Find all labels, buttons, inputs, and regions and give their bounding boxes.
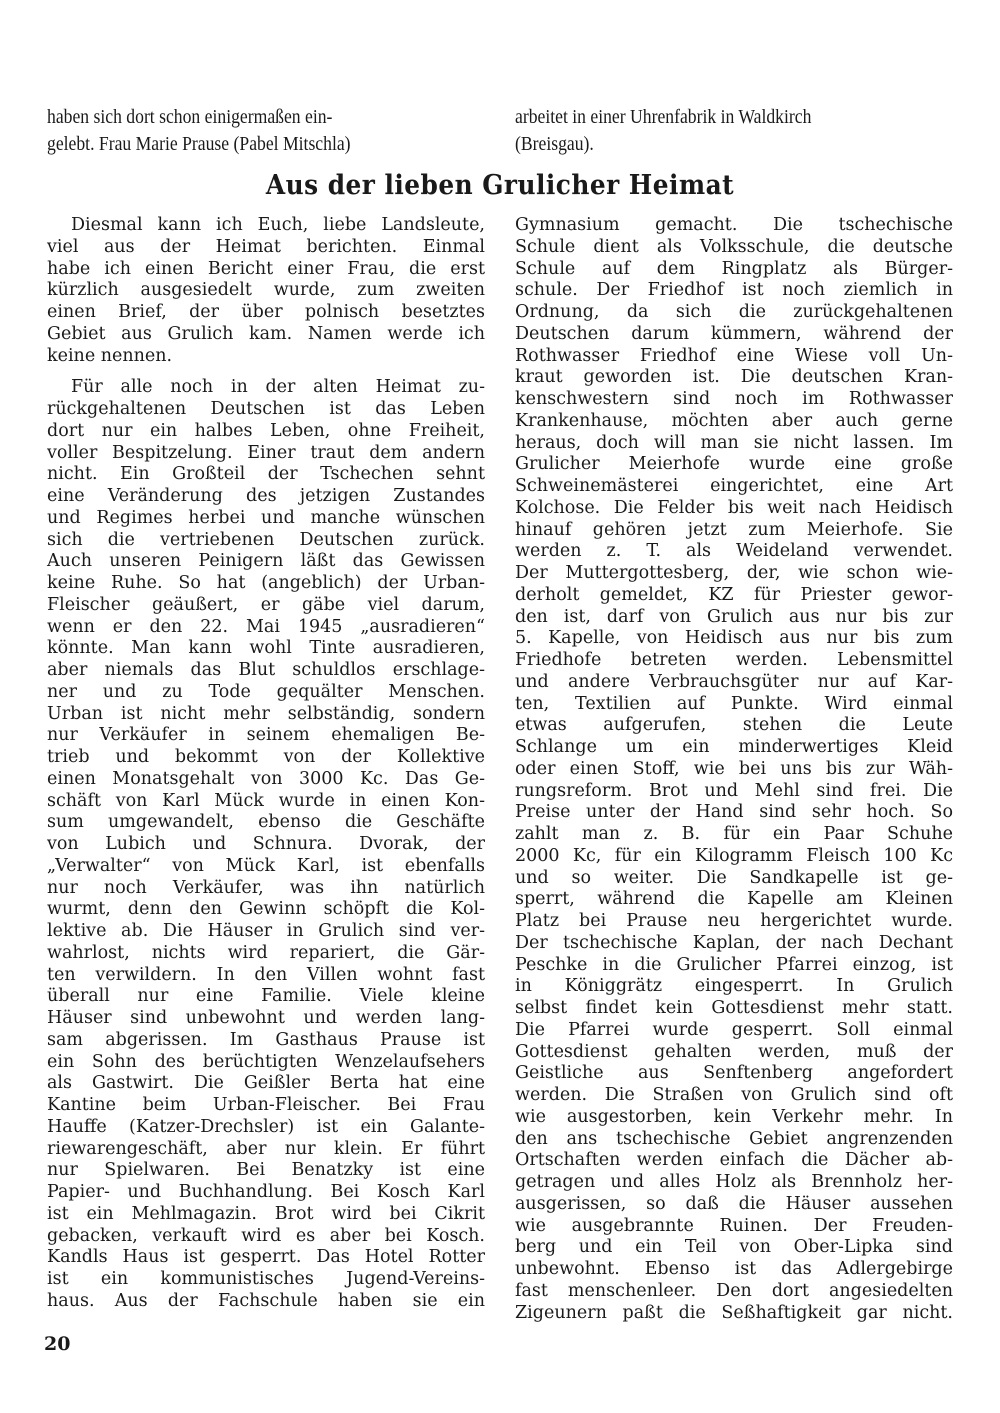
text-line: ist ein Mehlmagazin. Brot wird bei Cikrit [47, 1203, 485, 1224]
text-line: rückgehaltenen Deutschen ist das Leben [47, 399, 485, 419]
text-line: nicht. Ein Großteil der Tschechen sehnt [47, 464, 485, 485]
text-line: zahlt man z. B. für ein Paar Schuhe [515, 824, 953, 844]
text-line: etwas aufgerufen, stehen die Leute [515, 715, 953, 736]
text-line: Schule auf dem Ringplatz als Bürger- [515, 258, 953, 279]
previous-article-continuation-right [515, 104, 811, 157]
text-line: Gymnasium gemacht. Die tschechische [515, 215, 953, 235]
text-line: ausgerissen, so daß die Häuser aussehen [515, 1193, 953, 1214]
text-line: Kolchose. Die Felder bis weit nach Heidisch [515, 497, 953, 518]
text-line: Schlange um ein minderwertiges Kleid [515, 737, 953, 757]
text-line: Diesmal kann ich Euch, liebe Landsleute, [71, 215, 485, 235]
text-line: Ortschaften werden einfach die Dächer ab- [515, 1150, 953, 1171]
text-line: Grulicher Meierhofe wurde eine große [515, 454, 953, 475]
text-line: Deutschen darum kümmern, während der [515, 323, 953, 344]
text-line: Der tschechische Kaplan, der nach Dechant [515, 932, 953, 953]
text-line: haben sich dort schon einigermaßen ein- [47, 106, 333, 128]
text-line: nur Verkäufer in seinem ehemaligen Be- [47, 725, 485, 746]
text-line: Papier- und Buchhandlung. Bei Kosch Karl [47, 1182, 485, 1202]
text-line: könnte. Man kann wohl Tinte ausradieren, [47, 638, 485, 659]
text-line: „Verwalter“ von Mück Karl, ist ebenfalls [47, 855, 485, 876]
text-line: Kandls Haus ist gesperrt. Das Hotel Rotter [47, 1247, 485, 1268]
text-line: trieb und bekommt von der Kollektive [47, 747, 485, 767]
text-line: oder einen Stoff, wie bei uns bis zur Wäh- [515, 758, 953, 779]
text-line: viel aus der Heimat berichten. Einmal [47, 236, 485, 257]
text-line: Für alle noch in der alten Heimat zu- [71, 377, 485, 398]
text-line: riewarengeschäft, aber nur klein. Er führt [47, 1138, 485, 1159]
text-line: ten, Textilien auf Punkte. Wird einmal [515, 693, 953, 714]
text-line: nur noch Verkäufer, was ihn natürlich [47, 877, 485, 898]
article-right-column [515, 215, 953, 1324]
text-line: rungsreform. Brot und Mehl sind frei. Die [515, 780, 953, 801]
text-line: getragen und alles Holz als Brennholz her- [515, 1172, 953, 1192]
text-line: Peschke in die Grulicher Pfarrei einzog, ist [515, 954, 953, 975]
text-line: selbst findet kein Gottesdienst mehr statt. [515, 998, 953, 1018]
text-line: nur Spielwaren. Bei Benatzky ist eine [47, 1160, 485, 1181]
text-line: wurmt, denn den Gewinn schöpft die Kol- [47, 899, 485, 920]
text-line: sum umgewandelt, ebenso die Geschäfte [47, 812, 485, 833]
text-line: Geistliche aus Senftenberg angefordert [515, 1063, 953, 1084]
text-line: einen Brief, der über polnisch besetztes [47, 302, 485, 322]
text-line: wahrlost, nichts wird repariert, die Gär- [47, 942, 485, 963]
text-line: Häuser sind unbewohnt und werden lang- [47, 1008, 485, 1028]
text-line: unbewohnt. Ebenso ist das Adlergebirge [515, 1259, 953, 1279]
text-line: dort nur ein halbes Leben, ohne Freiheit, [47, 420, 485, 441]
text-line: sich die vertriebenen Deutschen zurück. [47, 529, 485, 550]
text-line: einen Monatsgehalt von 3000 Kc. Das Ge- [47, 768, 485, 789]
text-line: sam abgerissen. Im Gasthaus Prause ist [47, 1029, 485, 1050]
text-line: Gottesdienst gehalten werden, muß der [515, 1041, 953, 1062]
text-line: fast menschenleer. Den dort angesiedelten [515, 1280, 953, 1301]
text-line: habe ich einen Bericht einer Frau, die erst [47, 258, 485, 279]
text-line: gebacken, verkauft wird es aber bei Kosch. [47, 1225, 485, 1246]
text-line: eine Veränderung des jetzigen Zustandes [47, 486, 485, 506]
text-line: (Breisgau). [515, 132, 594, 155]
text-line: heraus, doch will man sie nicht lassen. Im [515, 432, 953, 453]
text-line: wenn er den 22. Mai 1945 „ausradieren“ [47, 616, 485, 637]
text-line: Auch unseren Peinigern läßt das Gewissen [47, 551, 485, 572]
text-line: Gebiet aus Grulich kam. Namen werde ich [47, 323, 485, 344]
text-line: schäft von Karl Mück wurde in einen Kon- [47, 790, 485, 811]
text-line: ist ein kommunistisches Jugend-Vereins- [47, 1269, 485, 1289]
text-line: berg und ein Teil von Ober-Lipka sind [515, 1237, 953, 1258]
text-line: 2000 Kc, für ein Kilogramm Fleisch 100 Kc [515, 845, 953, 866]
text-line: und so weiter. Die Sandkapelle ist ge- [515, 867, 953, 888]
text-line: Schweinemästerei eingerichtet, eine Art [515, 476, 953, 496]
text-line: Platz bei Prause neu hergerichtet wurde. [515, 911, 953, 931]
text-line: schule. Der Friedhof ist noch ziemlich in [515, 280, 953, 301]
text-line: Urban ist nicht mehr selbständig, sondern [47, 703, 485, 724]
text-line: keine nennen. [47, 345, 173, 366]
text-line: derholt gemeldet, KZ für Priester gewor- [515, 584, 953, 605]
text-line: als Gastwirt. Die Geißler Berta hat eine [47, 1073, 485, 1094]
text-line: Kantine beim Urban-Fleischer. Bei Frau [47, 1095, 485, 1115]
text-line: Der Muttergottesberg, der, wie schon wie- [515, 563, 953, 583]
text-line: Friedhofe betreten werden. Lebensmittel [515, 650, 953, 670]
paragraph-gap [47, 367, 485, 377]
text-line: wie ausgebrannte Ruinen. Der Freuden- [515, 1215, 953, 1236]
text-line: ner und zu Tode gequälter Menschen. [47, 681, 485, 702]
text-line: den ist, darf von Grulich aus nur bis zur [515, 606, 953, 627]
text-line: Krankenhause, möchten aber auch gerne [515, 410, 953, 431]
text-line: voller Bespitzelung. Einer traut dem andern [47, 442, 485, 463]
text-line: überall nur eine Familie. Viele kleine [47, 986, 485, 1007]
text-line: kenschwestern sind noch im Rothwasser [515, 389, 953, 409]
text-line: arbeitet in einer Uhrenfabrik in Waldkirch [515, 106, 812, 128]
text-line: werden. Die Straßen von Grulich sind oft [515, 1085, 953, 1105]
text-line: ein Sohn des berüchtigten Wenzelaufsehers [47, 1051, 485, 1072]
text-line: hinauf gehören jetzt zum Meierhofe. Sie [515, 519, 953, 540]
text-line: Rothwasser Friedhof eine Wiese voll Un- [515, 345, 953, 366]
previous-article-continuation-left [47, 104, 351, 157]
text-line: sperrt, während die Kapelle am Kleinen [515, 889, 953, 910]
text-line: werden z. T. als Weideland verwendet. [515, 541, 953, 562]
text-line: Zigeunern paßt die Seßhaftigkeit gar nicht. [515, 1302, 953, 1323]
text-line: ten verwildern. In den Villen wohnt fast [47, 964, 485, 985]
text-line: wie ausgestorben, kein Verkehr mehr. In [515, 1106, 953, 1127]
text-line: lektive ab. Die Häuser in Grulich sind ver- [47, 921, 485, 941]
text-line: Preise unter der Hand sind sehr hoch. So [515, 802, 953, 823]
text-line: Ordnung, da sich die zurückgehaltenen [515, 302, 953, 322]
text-line: und andere Verbrauchsgüter nur auf Kar- [515, 671, 953, 692]
text-line: gelebt. Frau Marie Prause (Pabel Mitschla) [47, 132, 351, 155]
text-line: keine Ruhe. So hat (angeblich) der Urban- [47, 573, 485, 593]
text-line: haus. Aus der Fachschule haben sie ein [47, 1290, 485, 1311]
text-line: von Lubich und Schnura. Dvorak, der [47, 834, 485, 854]
article-title: Aus der lieben Grulicher Heimat [265, 170, 735, 201]
page-number: 20 [44, 1333, 71, 1355]
text-line: in Königgrätz eingesperrt. In Grulich [515, 976, 953, 997]
text-line: Die Pfarrei wurde gesperrt. Soll einmal [515, 1019, 953, 1040]
text-line: den ans tschechische Gebiet angrenzenden [515, 1128, 953, 1149]
text-line: und Regimes herbei und manche wünschen [47, 507, 485, 528]
article-left-column [47, 215, 485, 1313]
text-line: aber niemals das Blut schuldlos erschlage- [47, 660, 485, 680]
text-line: Schule dient als Volksschule, die deutsche [515, 236, 953, 257]
text-line: Hauffe (Katzer-Drechsler) ist ein Galante- [47, 1116, 485, 1137]
text-line: Fleischer geäußert, er gäbe viel darum, [47, 594, 485, 615]
text-line: kürzlich ausgesiedelt wurde, zum zweiten [47, 280, 485, 301]
text-line: kraut geworden ist. Die deutschen Kran- [515, 367, 953, 388]
text-line: 5. Kapelle, von Heidisch aus nur bis zum [515, 628, 953, 649]
